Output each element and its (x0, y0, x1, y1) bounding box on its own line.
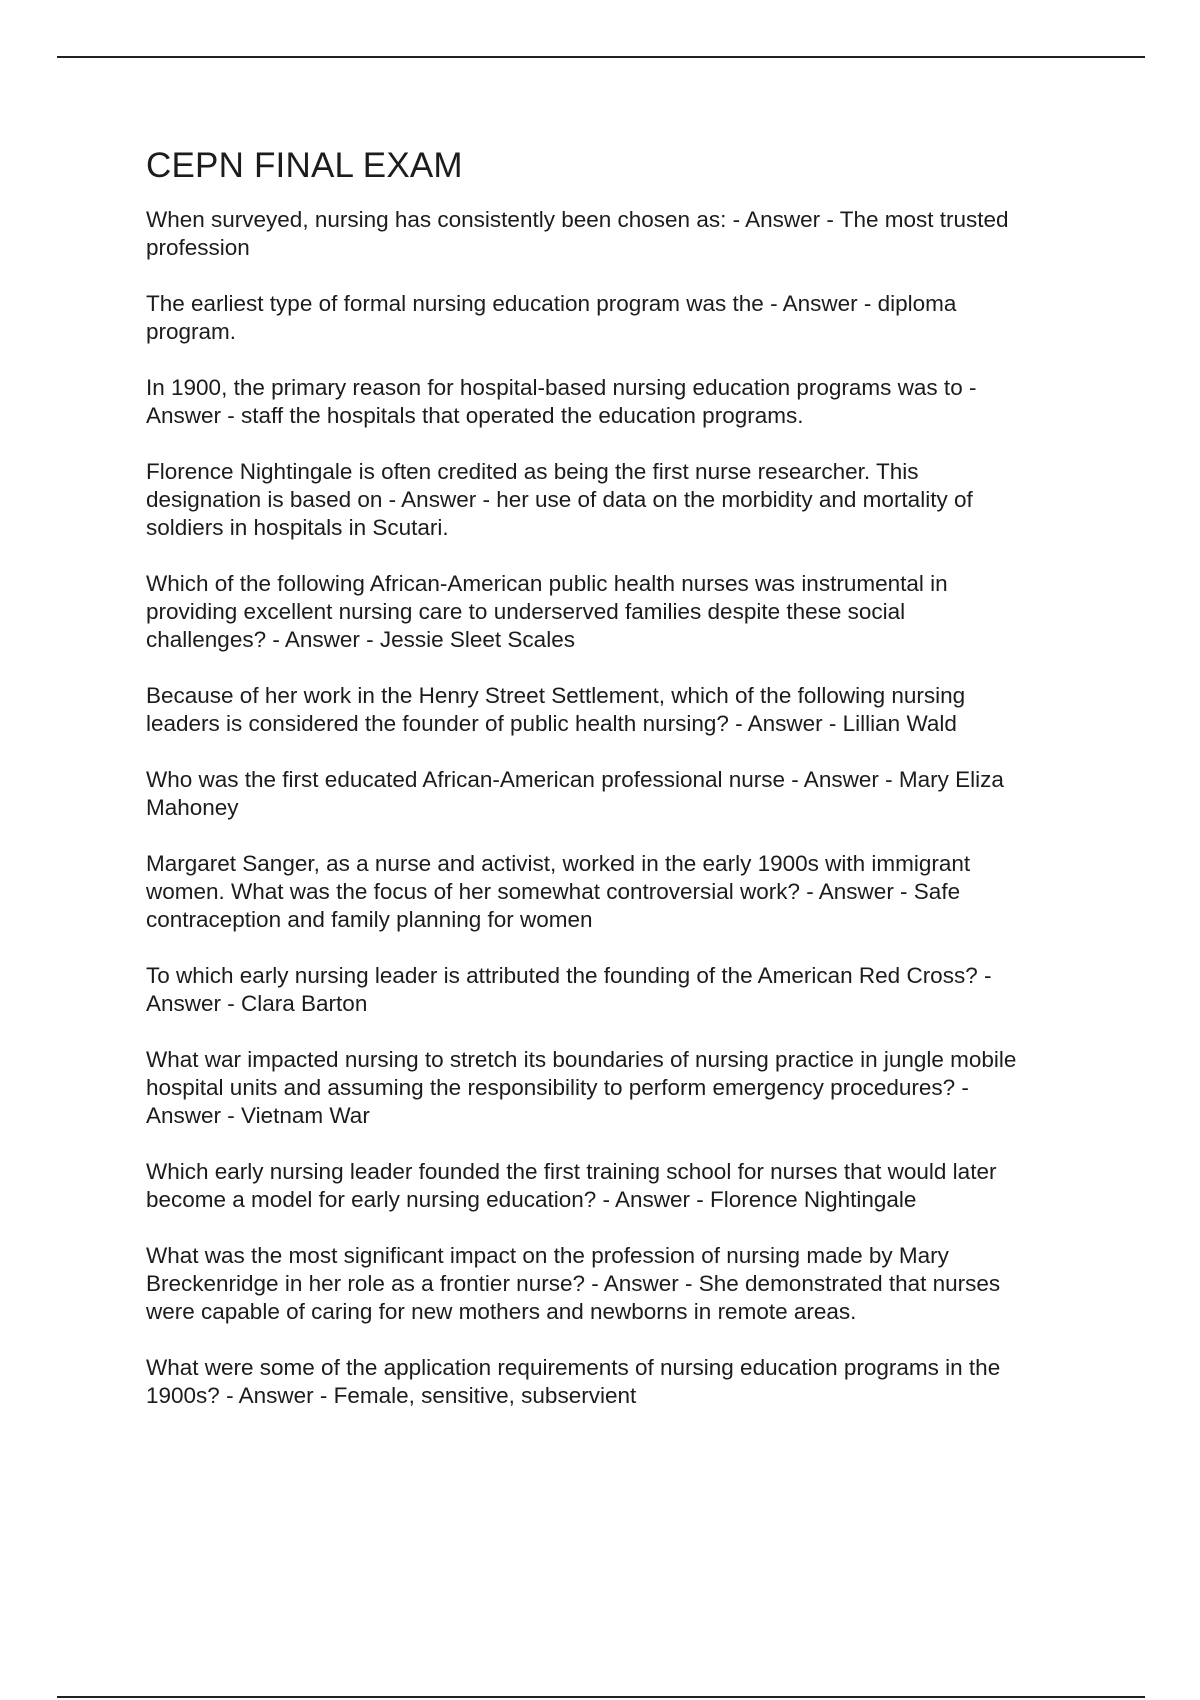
qa-item: What was the most significant impact on the profession of nursing made by Mary Breckenridge in her role as a frontier nurse? - Answer - She demonstrated that nurses were capable of caring for new mothers and newborns in remote areas. (146, 1243, 1001, 1324)
qa-item: Florence Nightingale is often credited as being the first nurse researcher. This designation is based on - Answer - her use of data on the morbidity and mortality of soldiers in hospitals in Scutari. (146, 459, 973, 540)
qa-item: Because of her work in the Henry Street Settlement, which of the following nursing leaders is considered the founder of public health nursing? - Answer - Lillian Wald (146, 683, 966, 736)
qa-item: What war impacted nursing to stretch its boundaries of nursing practice in jungle mobile hospital units and assuming the responsibility to perform emergency procedures? - Answer - Vietnam War (146, 1047, 1017, 1128)
top-rule (57, 56, 1145, 58)
qa-list (146, 206, 1086, 1410)
qa-item: What were some of the application requirements of nursing education programs in the 1900s? - Answer - Female, sensitive, subservient (146, 1355, 1001, 1408)
qa-item: When surveyed, nursing has consistently been chosen as: - Answer - The most trusted profession (146, 207, 1009, 260)
document-title: CEPN FINAL EXAM (146, 146, 463, 185)
qa-item: Which of the following African-American public health nurses was instrumental in providing excellent nursing care to underserved families despite these social challenges? - Answer - Jessie Sleet Scales (146, 571, 948, 652)
qa-item: To which early nursing leader is attributed the founding of the American Red Cross? - Answer - Clara Barton (146, 963, 992, 1016)
document-body (146, 146, 1086, 1438)
qa-item: Who was the first educated African-American professional nurse - Answer - Mary Eliza Mahoney (146, 767, 1004, 820)
qa-item: In 1900, the primary reason for hospital-based nursing education programs was to - Answer - staff the hospitals that operated the education programs. (146, 375, 977, 428)
qa-item: The earliest type of formal nursing education program was the - Answer - diploma program. (146, 291, 957, 344)
qa-item: Which early nursing leader founded the first training school for nurses that would later become a model for early nursing education? - Answer - Florence Nightingale (146, 1159, 997, 1212)
qa-item: Margaret Sanger, as a nurse and activist, worked in the early 1900s with immigrant women. What was the focus of her somewhat controversial work? - Answer - Safe contraception and family planning for women (146, 851, 971, 932)
bottom-rule (57, 1696, 1145, 1698)
